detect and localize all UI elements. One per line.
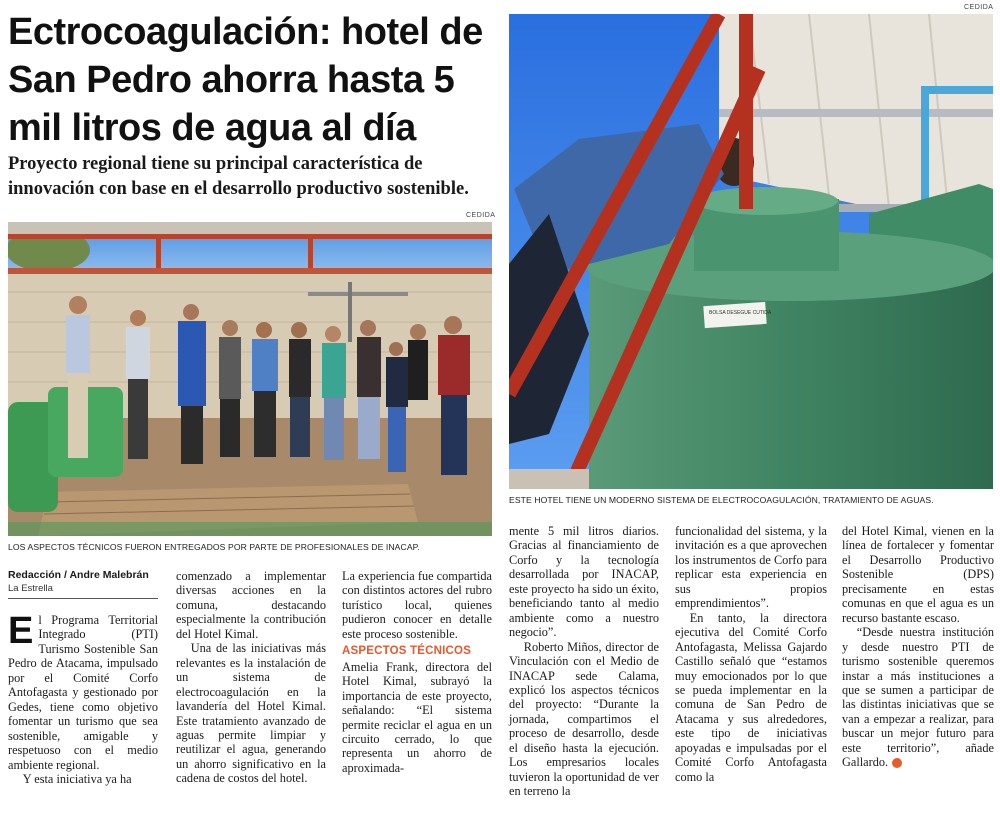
left-photo-caption: LOS ASPECTOS TÉCNICOS FUERON ENTREGADOS POR PARTE DE PROFESIONALES DE INACAP. [8,542,420,552]
byline-rule [8,598,158,599]
article-paragraph: funcionalidad del sistema, y la invitación es a que aprovechen los instrumentos de Corfo para replicar esta experiencia en sus propios emprendimientos”. [675,524,827,611]
article-paragraph: Amelia Frank, directora del Hotel Kimal, subrayó la importancia de este proyecto, señalando: “El sistema permite reciclar el agua en un circuito cerrado, lo que representa un ahorro de aproximada- [342,659,492,775]
group-photo [8,222,492,536]
paragraph-text: “Desde nuestra institución y desde nuestro PTI de turismo sostenible queremos instar a más instituciones a que se sumen a participar de las distintas iniciativas que se van a empezar a realizar, para buscar un mejor futuro para este territorio”, añade Gallardo. [842,625,994,770]
tank-photo [509,14,993,489]
article-paragraph [842,625,994,770]
group-photo-illustration [8,222,492,536]
article-paragraph: En tanto, la directora ejecutiva del Comité Corfo Antofagasta, Melissa Gajardo Castillo señaló que “estamos muy emocionados por lo que se pueda implementar en la comuna de San Pedro de Atacama y sus alrededores, este tipo de iniciativas apoyadas e impulsadas por el Comité Corfo Antofagasta como la [675,610,827,784]
article-paragraph [8,610,158,772]
subhead: Proyecto regional tiene su principal característica de innovación con base en el desarrollo productivo sostenible. [8,154,469,199]
article-paragraph: Una de las iniciativas más relevantes es la instalación de un sistema de electrocoagulación en la lavandería del Hotel Kimal. Este tratamiento avanzado de aguas permite limpiar y reutilizar el agua, generando un ahorro significativo en la cadena de costos del hotel. [176,641,326,786]
article-paragraph: Y esta iniciativa ya ha [22,771,132,786]
article-column-2 [176,569,326,786]
byline-source: La Estrella [8,583,53,594]
paragraph-text: l Programa Territorial Integrado (PTI) Turismo Sostenible San Pedro de Atacama, impulsado por el Comité Corfo Antofagasta y gestionado por Gedes, tiene como objetivo fomentar un turismo que sea sostenible, amigable y respetuoso con el medio ambiente regional. [8,613,158,772]
article-paragraph: Roberto Miños, director de Vinculación con el Medio de INACAP sede Calama, explicó los aspectos técnicos del proyecto: “Durante la jornada, compartimos el proceso de desarrollo, desde el diseño hasta la ejecución. Los empresarios locales tuvieron la oportunidad de ver en terreno la [509,639,659,799]
article-paragraph: del Hotel Kimal, vienen en la línea de fortalecer y fomentar el Desarrollo Productivo Sostenible (DPS) precisamente en estas comunas en que el agua es un recurso bastante escaso. [842,524,994,625]
article-column-5 [675,524,827,784]
article-column-6 [842,524,994,770]
section-heading: ASPECTOS TÉCNICOS [342,645,472,658]
article-paragraph: mente 5 mil litros diarios. Gracias al financiamiento de Corfo y la tecnología desarrollada por INACAP, este proyecto ha sido un éxito, beneficiando tanto al medio ambiente como a nuestro negocio”. [509,524,659,640]
article-paragraph: comenzado a implementar diversas acciones en la comuna, destacando especialmente la contribución del Hotel Kimal. [176,569,326,641]
tank-photo-illustration [509,14,993,489]
end-mark-icon: ✪ [892,758,902,768]
article-column-3 [342,569,492,775]
article-column-1 [8,610,158,786]
right-photo-caption: ESTE HOTEL TIENE UN MODERNO SISTEMA DE ELECTROCOAGULACIÓN, TRATAMIENTO DE AGUAS. [509,495,934,505]
article-column-4 [509,524,659,799]
headline: Ectrocoagulación: hotel de San Pedro ahorra hasta 5 mil litros de agua al día [8,11,483,149]
article-paragraph: La experiencia fue compartida con distintos actores del rubro turístico local, quienes pudieron conocer en detalle este proceso sostenible. [342,569,492,641]
photo-credit-left: CEDIDA [466,212,496,219]
tank-sticker-text: BOLSA DESEGUE CUTIDA [709,310,772,316]
byline: Redacción / Andre Malebrán [8,569,149,581]
drop-cap: E [8,610,34,652]
photo-credit-top: CEDIDA [964,4,994,11]
